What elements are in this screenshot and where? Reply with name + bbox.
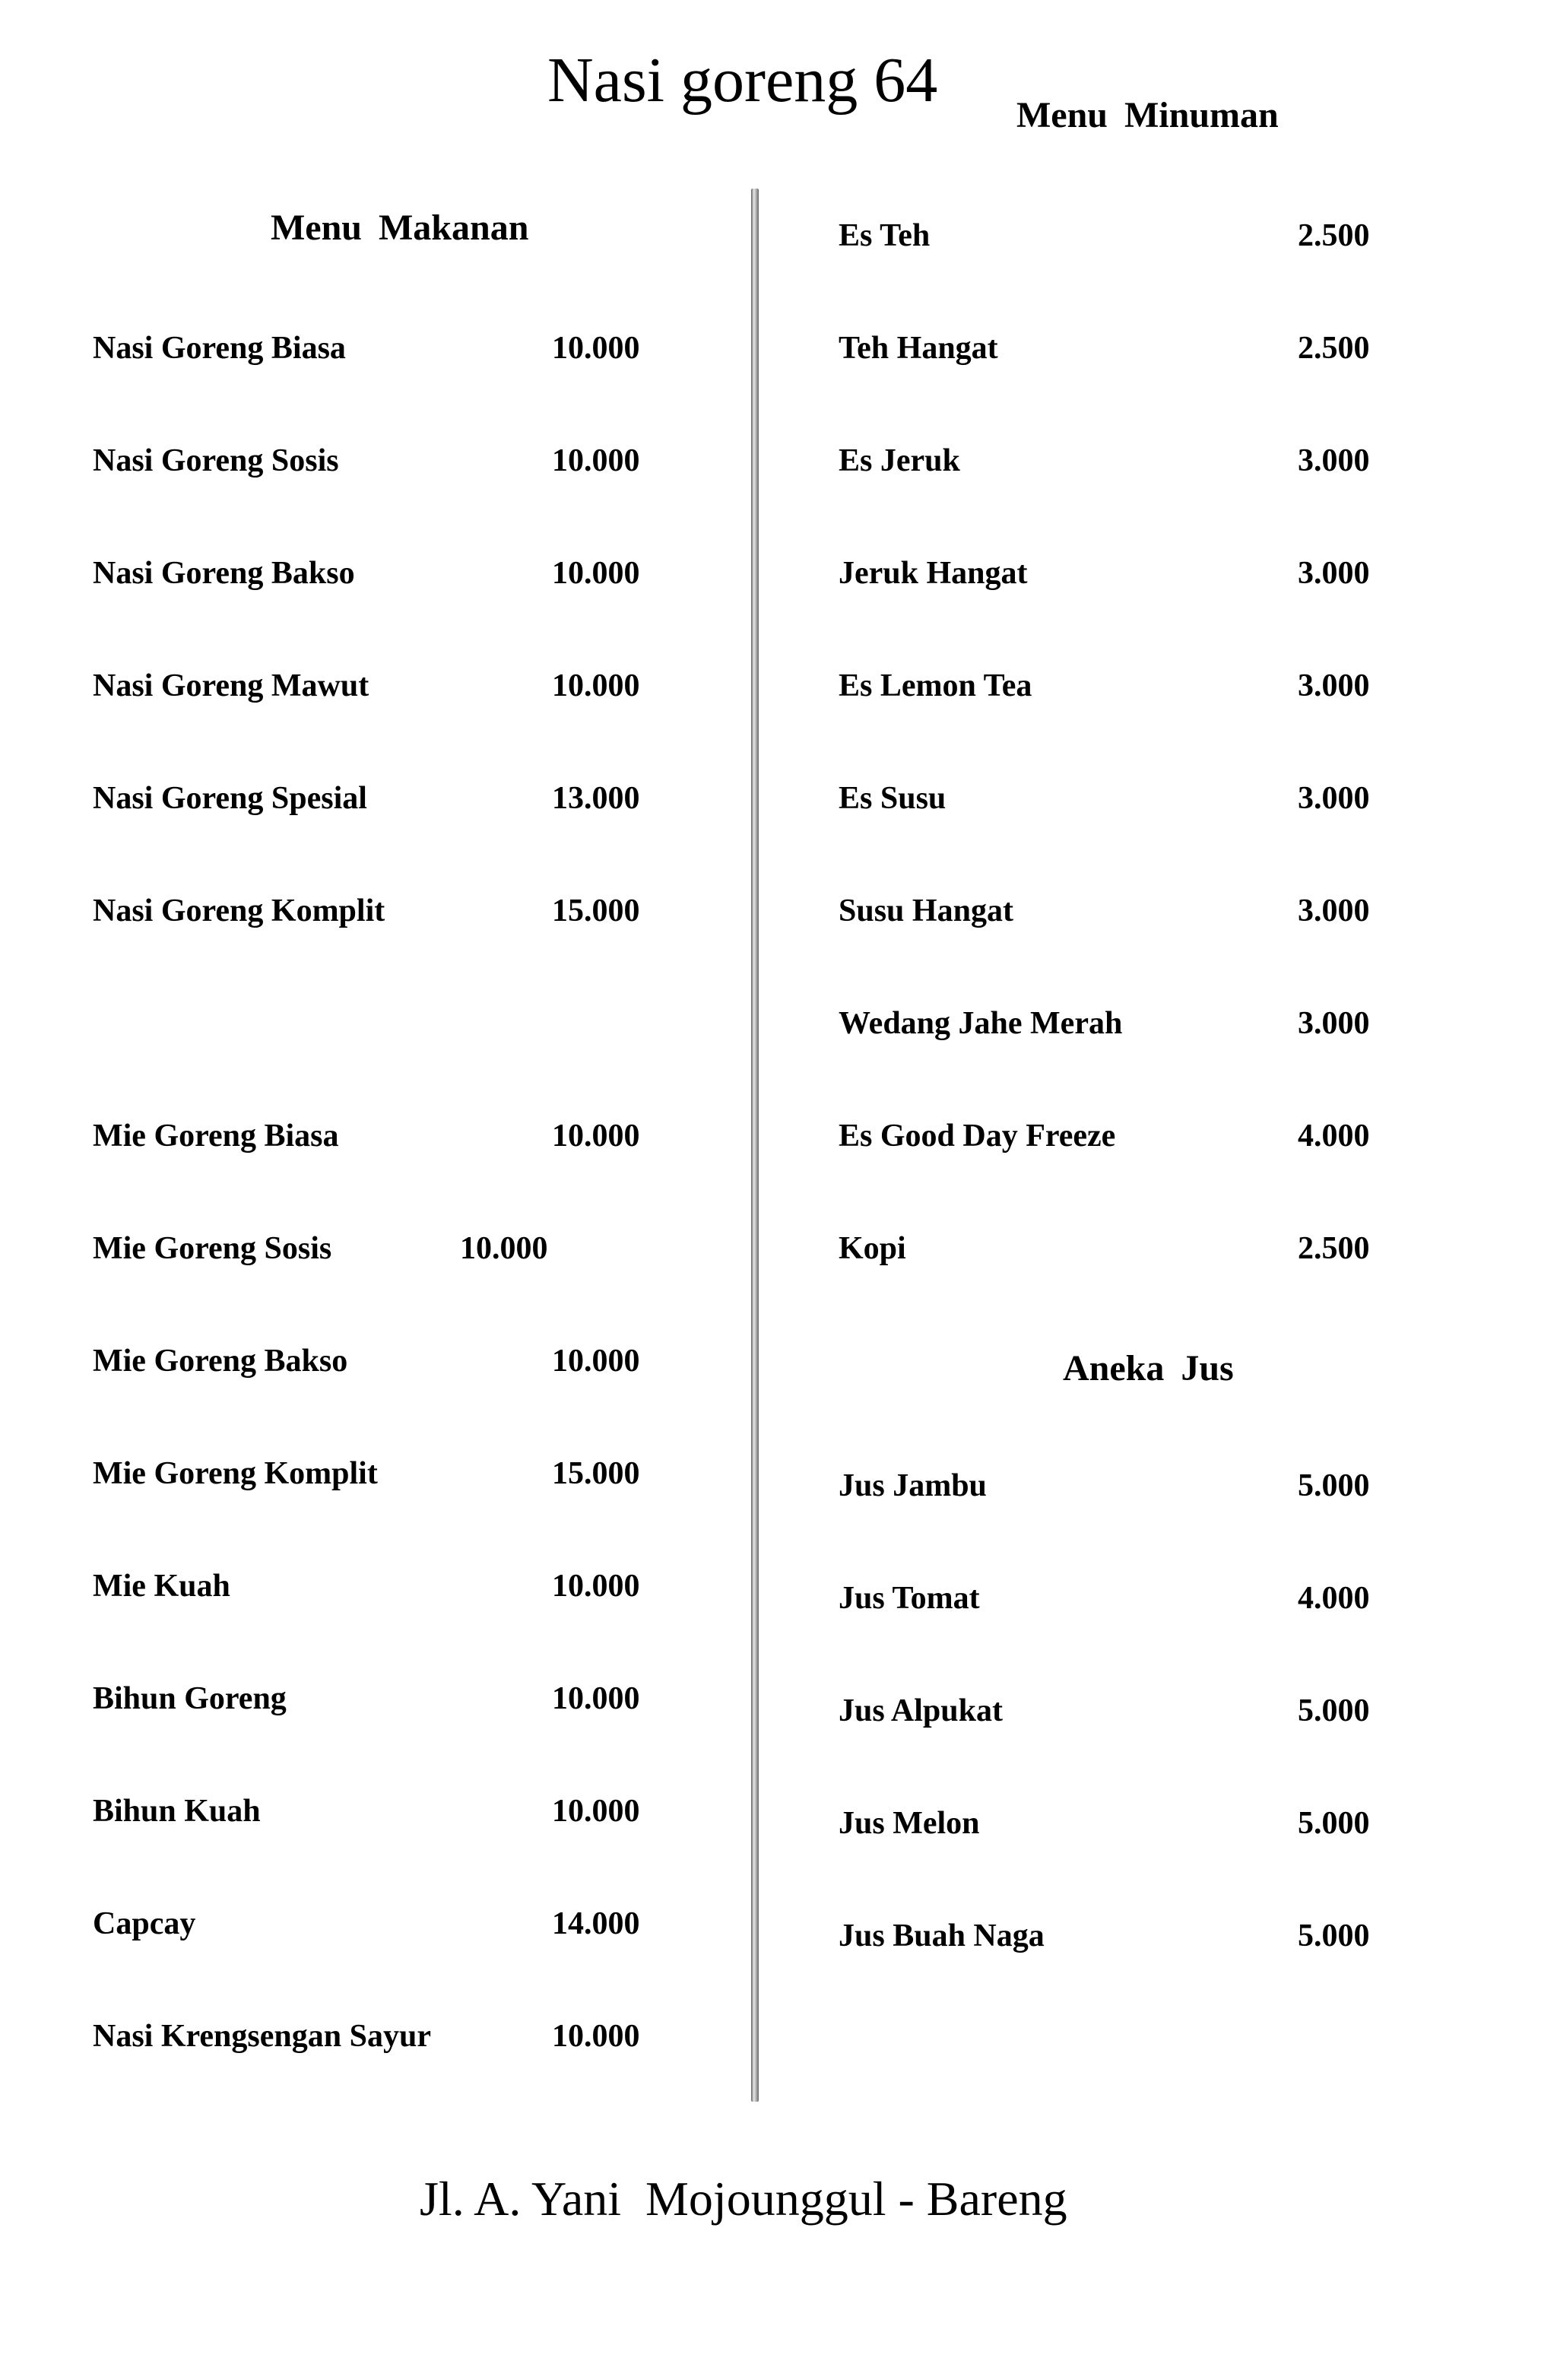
item-name: Jus Tomat	[839, 1581, 980, 1616]
item-price: 2.500	[1298, 218, 1370, 253]
item-price: 10.000	[552, 556, 640, 591]
item-price: 10.000	[552, 331, 640, 366]
jus-item	[839, 1913, 1416, 1959]
item-price: 10.000	[552, 443, 640, 478]
item-name: Es Teh	[839, 218, 931, 253]
minuman-item	[839, 325, 1416, 371]
makanan-item	[93, 1788, 671, 1834]
item-name: Jus Buah Naga	[839, 1918, 1045, 1953]
item-price: 10.000	[552, 1344, 640, 1379]
item-name: Bihun Goreng	[93, 1681, 287, 1716]
minuman-item	[839, 888, 1416, 934]
jus-item	[839, 1801, 1416, 1846]
makanan-item	[93, 776, 671, 821]
item-name: Jus Jambu	[839, 1468, 987, 1503]
item-name: Es Susu	[839, 781, 947, 816]
jus-item	[839, 1576, 1416, 1621]
item-price: 10.000	[552, 668, 640, 703]
minuman-item	[839, 1226, 1416, 1271]
item-price: 10.000	[460, 1231, 548, 1266]
item-price: 14.000	[552, 1906, 640, 1941]
minuman-item	[839, 551, 1416, 596]
makanan-item	[93, 1901, 671, 1947]
item-price: 10.000	[552, 1681, 640, 1716]
item-price: 10.000	[552, 1119, 640, 1154]
address: Jl. A. Yani Mojounggul - Bareng	[420, 2172, 1067, 2226]
makanan-heading: Menu Makanan	[271, 208, 529, 248]
minuman-item	[839, 213, 1416, 259]
item-price: 3.000	[1298, 556, 1370, 591]
makanan-item	[93, 1226, 671, 1271]
makanan-item	[93, 1563, 671, 1609]
item-name: Nasi Goreng Biasa	[93, 331, 346, 366]
minuman-item	[839, 438, 1416, 484]
makanan-item	[93, 663, 671, 709]
makanan-item	[93, 1113, 671, 1159]
item-name: Bihun Kuah	[93, 1794, 261, 1829]
item-name: Mie Goreng Sosis	[93, 1231, 332, 1266]
item-price: 2.500	[1298, 331, 1370, 366]
item-price: 10.000	[552, 1569, 640, 1604]
item-price: 10.000	[552, 1794, 640, 1829]
item-price: 4.000	[1298, 1119, 1370, 1154]
item-name: Mie Goreng Biasa	[93, 1119, 339, 1154]
item-name: Capcay	[93, 1906, 196, 1941]
minuman-item	[839, 1001, 1416, 1046]
item-name: Kopi	[839, 1231, 906, 1266]
item-name: Mie Goreng Bakso	[93, 1344, 348, 1379]
item-price: 10.000	[552, 2019, 640, 2054]
item-name: Nasi Krengsengan Sayur	[93, 2019, 431, 2054]
minuman-item	[839, 1113, 1416, 1159]
item-price: 15.000	[552, 893, 640, 928]
item-price: 3.000	[1298, 1006, 1370, 1041]
makanan-item	[93, 325, 671, 371]
makanan-item	[93, 2013, 671, 2059]
item-price: 3.000	[1298, 781, 1370, 816]
item-name: Nasi Goreng Bakso	[93, 556, 355, 591]
jus-item	[839, 1688, 1416, 1734]
item-name: Es Lemon Tea	[839, 668, 1032, 703]
item-price: 5.000	[1298, 1468, 1370, 1503]
item-price: 15.000	[552, 1456, 640, 1491]
item-price: 3.000	[1298, 668, 1370, 703]
item-price: 5.000	[1298, 1693, 1370, 1728]
column-divider	[751, 189, 759, 2102]
item-name: Nasi Goreng Sosis	[93, 443, 339, 478]
minuman-item	[839, 663, 1416, 709]
item-name: Wedang Jahe Merah	[839, 1006, 1123, 1041]
makanan-item	[93, 1676, 671, 1722]
item-name: Mie Kuah	[93, 1569, 230, 1604]
item-name: Mie Goreng Komplit	[93, 1456, 378, 1491]
item-price: 5.000	[1298, 1806, 1370, 1841]
item-name: Jus Melon	[839, 1806, 980, 1841]
item-price: 5.000	[1298, 1918, 1370, 1953]
item-price: 13.000	[552, 781, 640, 816]
makanan-item	[93, 551, 671, 596]
page-title: Nasi goreng 64	[547, 45, 938, 116]
makanan-item	[93, 1338, 671, 1384]
item-name: Nasi Goreng Komplit	[93, 893, 385, 928]
item-price: 2.500	[1298, 1231, 1370, 1266]
item-name: Nasi Goreng Spesial	[93, 781, 367, 816]
item-name: Jeruk Hangat	[839, 556, 1028, 591]
item-price: 3.000	[1298, 893, 1370, 928]
item-name: Nasi Goreng Mawut	[93, 668, 369, 703]
item-name: Es Good Day Freeze	[839, 1119, 1116, 1154]
item-price: 4.000	[1298, 1581, 1370, 1616]
minuman-heading: Menu Minuman	[1016, 95, 1279, 135]
item-name: Es Jeruk	[839, 443, 960, 478]
item-price: 3.000	[1298, 443, 1370, 478]
item-name: Jus Alpukat	[839, 1693, 1003, 1728]
item-name: Teh Hangat	[839, 331, 998, 366]
makanan-item	[93, 888, 671, 934]
item-name: Susu Hangat	[839, 893, 1013, 928]
minuman-item	[839, 776, 1416, 821]
makanan-item	[93, 438, 671, 484]
makanan-item	[93, 1451, 671, 1496]
jus-item	[839, 1463, 1416, 1509]
jus-heading: Aneka Jus	[1063, 1348, 1234, 1388]
